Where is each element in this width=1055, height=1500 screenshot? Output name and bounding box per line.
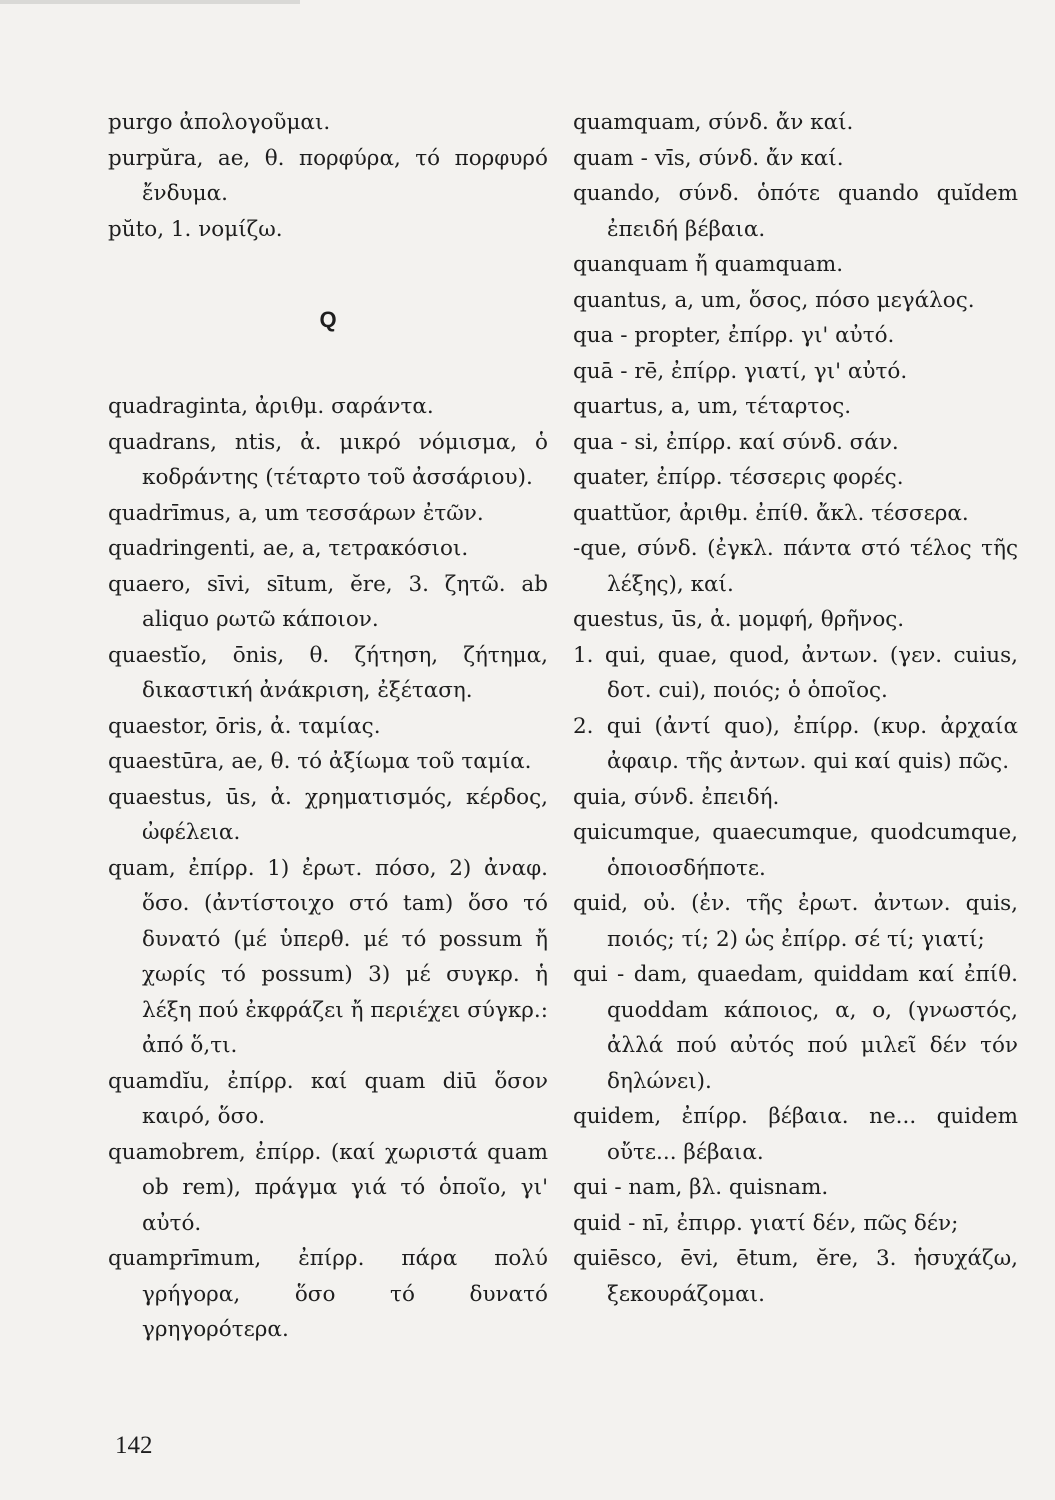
entry-quanquam: quanquam ἤ quamquam. [573, 252, 844, 277]
entry-quamvis: quam - vīs, σύνδ. ἄν καί. [573, 145, 844, 171]
entry-quasi: qua - si, ἐπίρρ. καί σύνδ. σάν. [573, 429, 899, 455]
top-edge-line [0, 0, 300, 4]
entry-quapropter: qua - propter, ἐπίρρ. γι' αὐτό. [573, 323, 895, 348]
entry-quaero: quaero, sīvi, sītum, ĕre, 3. ζητῶ. ab aliquo ρωτῶ κάποιον. [108, 571, 548, 632]
entry-quamprimum: quamprīmum, ἐπίρρ. πάρα πολύ γρήγορα, ὅσο τό δυνατό γρηγορότερα. [108, 1246, 548, 1342]
entry-quia: quia, σύνδ. ἐπειδή. [573, 784, 780, 810]
entry-quicumque: quicumque, quaecumque, quodcumque, ὁποιοσδήποτε. [573, 820, 1018, 881]
entry-quartus: quartus, a, um, τέταρτος. [573, 394, 852, 419]
entry-quiesco: quiēsco, ēvi, ētum, ĕre, 3. ἡσυχάζω, ξεκουράζομαι. [573, 1246, 1018, 1307]
entry-quid: quid, οὐ. (ἐν. τῆς ἐρωτ. ἀντων. quis, ποιός; τί; 2) ὡς ἐπίρρ. σέ τί; γιατί; [573, 891, 1018, 952]
entry-puto: pŭto, 1. νομίζω. [108, 216, 283, 242]
entry-qui-2: 2. qui (ἀντί quo), ἐπίρρ. (κυρ. ἀρχαία ἀφαιρ. τῆς ἀντων. qui καί quis) πῶς. [573, 713, 1018, 774]
entry-quadringenti: quadringenti, ae, a, τετρακόσιοι. [108, 536, 469, 561]
entry-quidem: quidem, ἐπίρρ. βέβαια. ne... quidem οὔτε... βέβαια. [573, 1104, 1018, 1165]
entry-questus: questus, ūs, ἀ. μομφή, θρῆνος. [573, 607, 905, 632]
entry-quadrimus: quadrīmus, a, um τεσσάρων ἐτῶν. [108, 500, 484, 526]
entry-que: -que, σύνδ. (ἐγκλ. πάντα στό τέλος τῆς λέξης), καί. [573, 536, 1018, 597]
entry-quantus: quantus, a, um, ὅσος, πόσο μεγάλος. [573, 287, 975, 313]
entry-quadraginta: quadraginta, ἀριθμ. σαράντα. [108, 394, 434, 419]
entry-quare: quā - rē, ἐπίρρ. γιατί, γι' αὐτό. [573, 358, 908, 384]
entry-qui-1: 1. qui, quae, quod, ἀντων. (γεν. cuius, δοτ. cui), ποιός; ὁ ὁποῖος. [573, 642, 1018, 703]
entry-quamquam: quamquam, σύνδ. ἄν καί. [573, 110, 854, 135]
entry-quaestio: quaestĭo, ōnis, θ. ζήτηση, ζήτημα, δικαστική ἀνάκριση, ἐξέταση. [108, 642, 548, 703]
right-column [573, 105, 1018, 1312]
entry-quaestor: quaestor, ōris, ἀ. ταμίας. [108, 713, 381, 739]
entry-quater: quater, ἐπίρρ. τέσσερις φορές. [573, 465, 904, 490]
entry-purgo: purgo ἀπολογοῦμαι. [108, 110, 331, 135]
entry-quaestura: quaestūra, ae, θ. τό ἀξίωμα τοῦ ταμία. [108, 749, 532, 774]
page-number: 142 [115, 1432, 153, 1459]
left-column [108, 105, 548, 1348]
section-letter-heading: Q [319, 307, 337, 332]
entry-quidam: qui - dam, quaedam, quiddam καί ἐπίθ. quoddam κάποιος, α, ο, (γνωστός, ἀλλά πού αὐτός πού μιλεῖ δέν τόν δηλώνει). [573, 962, 1018, 1094]
entry-quattuor: quattŭor, ἀριθμ. ἐπίθ. ἄκλ. τέσσερα. [573, 500, 969, 526]
entry-quidni: quid - nī, ἐπιρρ. γιατί δέν, πῶς δέν; [573, 1210, 959, 1236]
entry-purpura: purpŭra, ae, θ. πορφύρα, τό πορφυρό ἔνδυμα. [108, 145, 548, 206]
entry-quadrans: quadrans, ntis, ἀ. μικρό νόμισμα, ὁ κοδράντης (τέταρτο τοῦ ἀσσάριου). [108, 429, 548, 490]
entry-quam: quam, ἐπίρρ. 1) ἐρωτ. πόσο, 2) ἀναφ. ὅσο. (ἀντίστοιχο στό tam) ὅσο τό δυνατό (μέ ὑπερθ. μέ τό possum ἤ χωρίς τό possum) 3) μέ συγκρ. ἡ λέξη πού ἐκφράζει ἤ περιέχει σύγκρ.: ἀπό ὅ,τι. [108, 855, 548, 1058]
entry-quando: quando, σύνδ. ὁπότε quando quĭdem ἐπειδή βέβαια. [573, 181, 1018, 242]
entry-quamdiu: quamdĭu, ἐπίρρ. καί quam diū ὅσον καιρό, ὅσο. [108, 1068, 548, 1129]
entry-quaestus: quaestus, ūs, ἀ. χρηματισμός, κέρδος, ὠφέλεια. [108, 784, 548, 845]
entry-quamobrem: quamobrem, ἐπίρρ. (καί χωριστά quam ob rem), πράγμα γιά τό ὁποῖο, γι' αὐτό. [108, 1139, 548, 1236]
entry-quinam: qui - nam, βλ. quisnam. [573, 1175, 829, 1200]
